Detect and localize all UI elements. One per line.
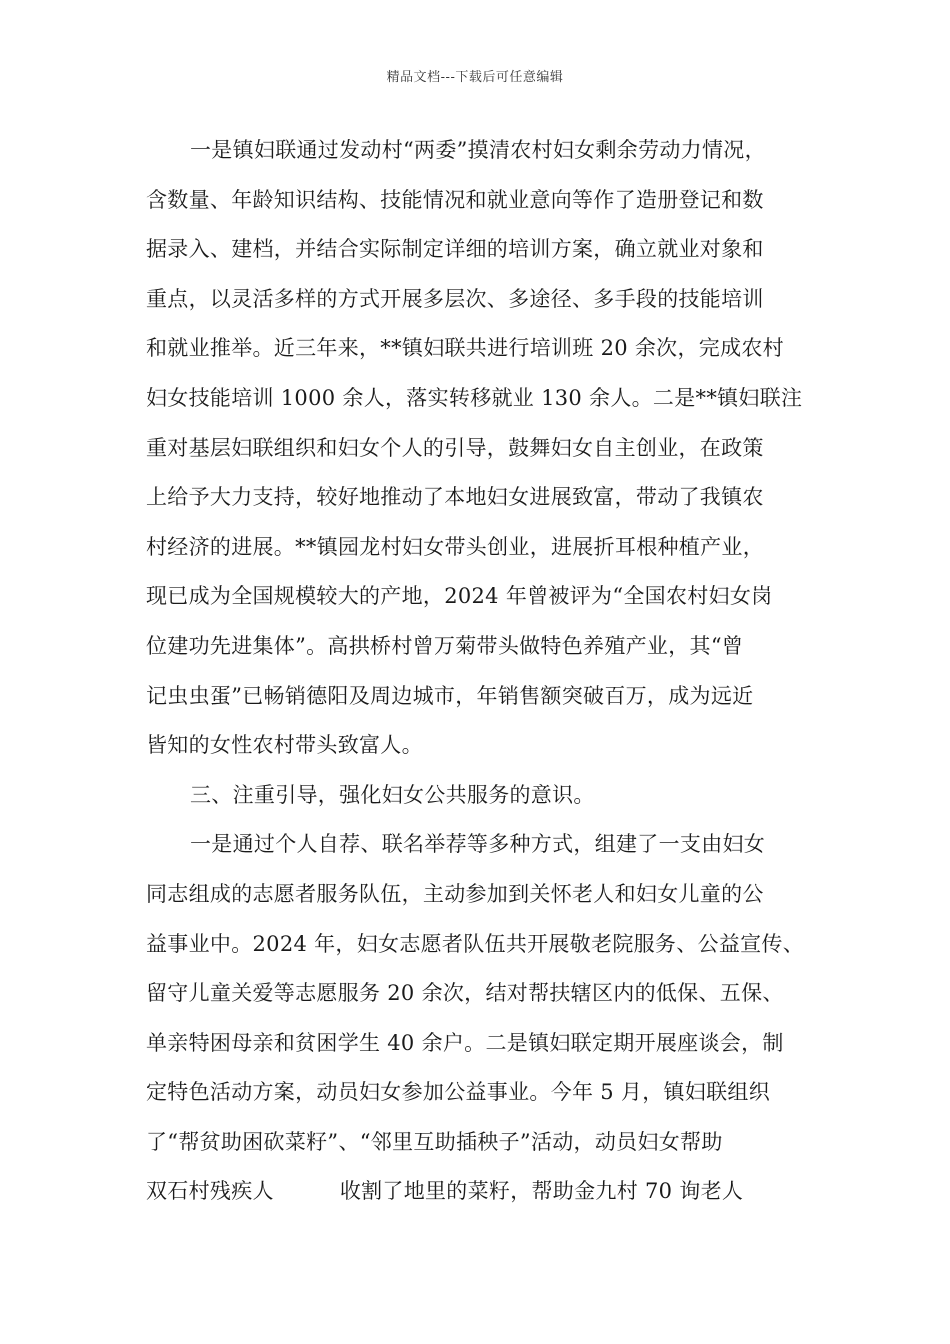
paragraph-line: 含数量、年龄知识结构、技能情况和就业意向等作了造册登记和数 <box>146 187 764 212</box>
paragraph-line: 上给予大力支持，较好地推动了本地妇女进展致富，带动了我镇农 <box>146 485 764 510</box>
paragraph-line: 重点，以灵活多样的方式开展多层次、多途径、多手段的技能培训 <box>146 286 764 311</box>
paragraph-line: 村经济的进展。**镇园龙村妇女带头创业，进展折耳根种植产业， <box>146 534 764 559</box>
paragraph-line: 留守儿童关爱等志愿服务 20 余次，结对帮扶辖区内的低保、五保、 <box>146 981 784 1006</box>
paragraph-line: 位建功先进集体”。高拱桥村曾万菊带头做特色养殖产业，其“曾 <box>146 633 744 658</box>
paragraph-line: 同志组成的志愿者服务队伍，主动参加到关怀老人和妇女儿童的公 <box>146 881 764 906</box>
line-segment: 收割了地里的菜籽，帮助金九村 70 询老人 <box>339 1179 744 1204</box>
paragraph-line: 皆知的女性农村带头致富人。 <box>146 733 423 758</box>
paragraph-line: 单亲特困母亲和贫困学生 40 余户。二是镇妇联定期开展座谈会，制 <box>146 1030 784 1055</box>
paragraph-line: 据录入、建档，并结合实际制定详细的培训方案，确立就业对象和 <box>146 237 764 262</box>
paragraph-line: 益事业中。2024 年，妇女志愿者队伍共开展敬老院服务、公益宣传、 <box>146 931 805 956</box>
line-segment: 双石村残疾人 <box>146 1179 274 1204</box>
paragraph-line: 和就业推举。近三年来，**镇妇联共进行培训班 20 余次，完成农村 <box>146 336 784 361</box>
paragraph-line: 重对基层妇联组织和妇女个人的引导，鼓舞妇女自主创业，在政策 <box>146 435 764 460</box>
document-body <box>146 126 826 1217</box>
paragraph-line: 一是镇妇联通过发动村“两委”摸清农村妇女剩余劳动力情况， <box>190 138 766 162</box>
paragraph-line: 现已成为全国规模较大的产地，2024 年曾被评为“全国农村妇女岗 <box>146 584 773 609</box>
paragraph-line: 了“帮贫助困砍菜籽”、“邻里互助插秧子”活动，动员妇女帮助 <box>146 1129 723 1154</box>
paragraph-line: 妇女技能培训 1000 余人，落实转移就业 130 余人。二是**镇妇联注 <box>146 385 803 410</box>
paragraph-line: 记虫虫蛋”已畅销德阳及周边城市，年销售额突破百万，成为远近 <box>146 683 754 708</box>
paragraph-line <box>146 1167 826 1217</box>
section-heading: 三、注重引导，强化妇女公共服务的意识。 <box>190 782 595 807</box>
paragraph-line: 一是通过个人自荐、联名举荐等多种方式，组建了一支由妇女 <box>190 832 766 857</box>
page-header: 精品文档---下载后可任意编辑 <box>386 70 564 85</box>
paragraph-line: 定特色活动方案，动员妇女参加公益事业。今年 5 月，镇妇联组织 <box>146 1080 771 1105</box>
